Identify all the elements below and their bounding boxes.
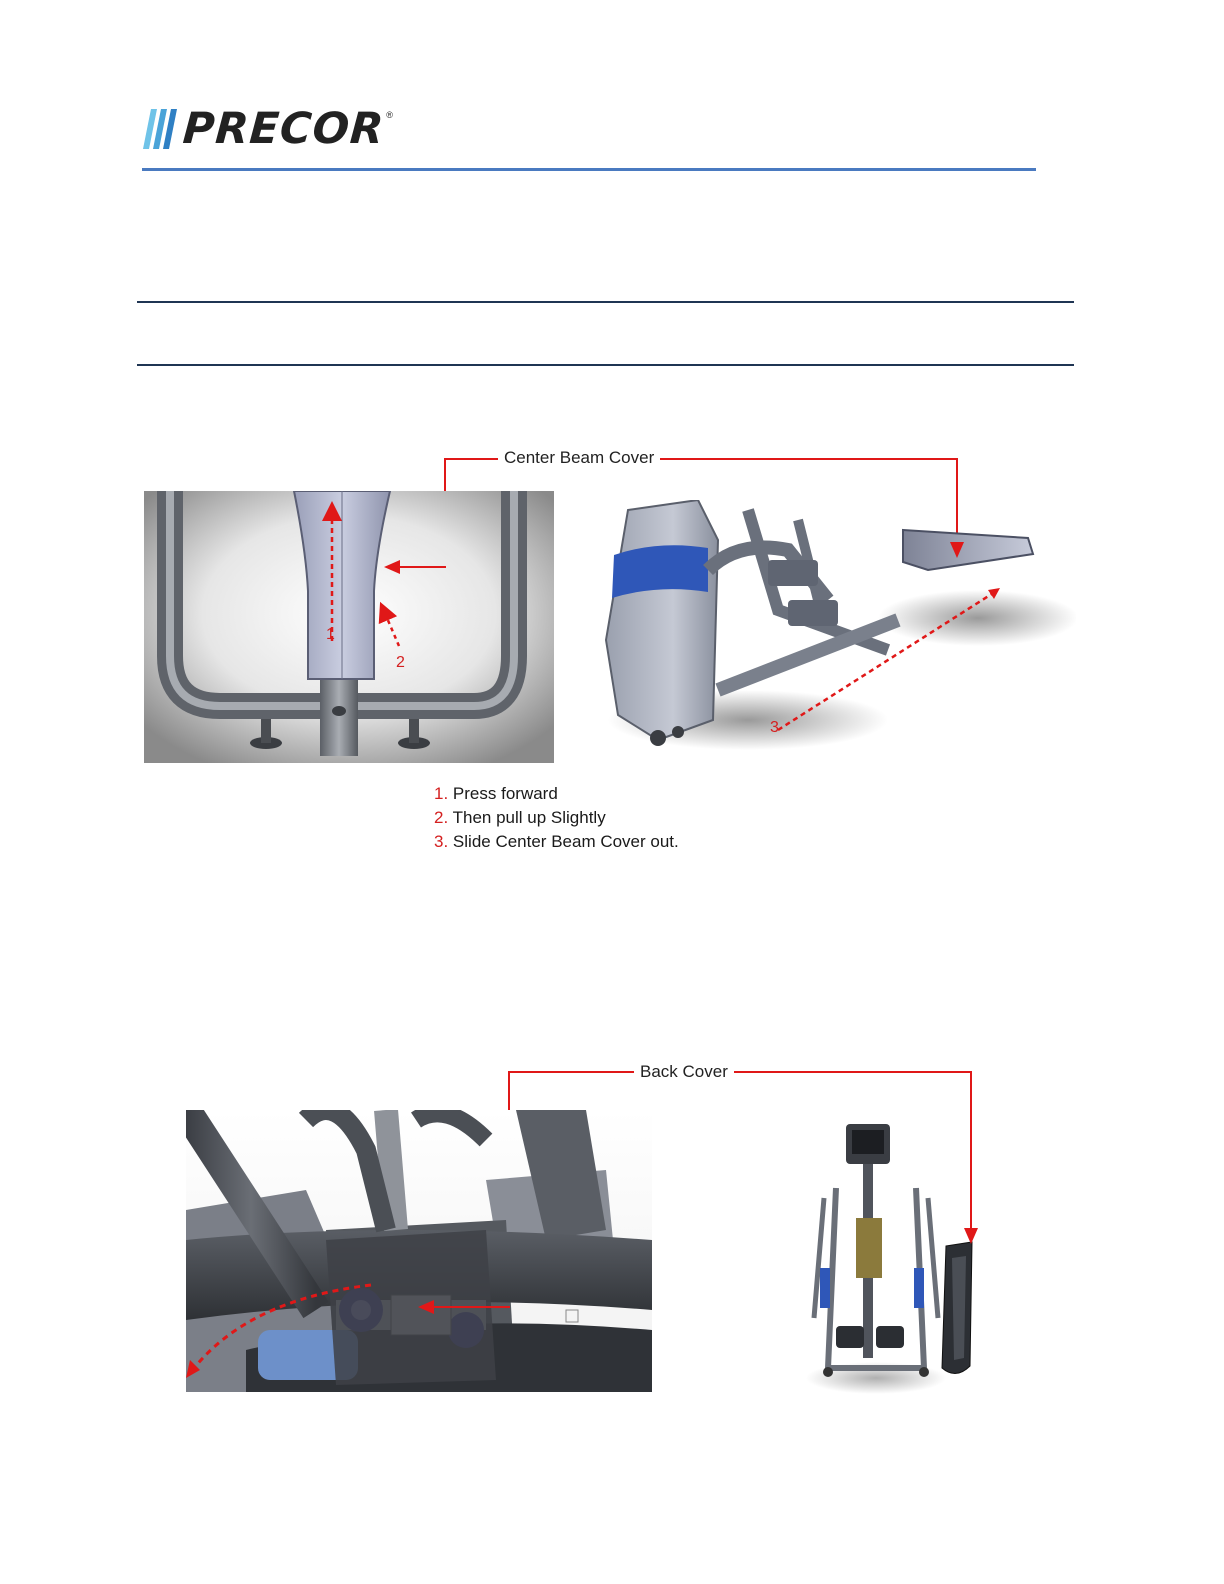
callout-arrowhead-left-icon-2 bbox=[418, 1300, 434, 1314]
section-divider-bottom bbox=[137, 364, 1074, 366]
step-item: 2. Then pull up Slightly bbox=[434, 808, 606, 827]
step-item: 3. Slide Center Beam Cover out. bbox=[434, 832, 679, 851]
callout-arrowhead-left-icon bbox=[384, 560, 400, 574]
back-cover-closeup-image bbox=[186, 1110, 652, 1392]
logo-stripes-icon bbox=[143, 109, 181, 149]
callout-pointer-left-2 bbox=[432, 1306, 510, 1308]
callout-pointer-left bbox=[398, 566, 446, 568]
brand-name: PRECOR bbox=[181, 104, 386, 154]
callout-arrowhead-right-icon-2 bbox=[964, 1228, 978, 1244]
callout-arrowhead-right-icon bbox=[950, 542, 964, 558]
arrow-label-2: 2 bbox=[396, 654, 405, 671]
header-divider bbox=[142, 168, 1036, 171]
arrow-label-3: 3 bbox=[770, 719, 779, 736]
step-item: 1. Press forward bbox=[434, 784, 558, 803]
registered-mark: ® bbox=[386, 110, 393, 120]
precor-logo bbox=[143, 104, 393, 154]
back-cover-removed-image bbox=[806, 1118, 1006, 1400]
center-beam-top-view-image bbox=[144, 491, 554, 763]
removal-steps-list bbox=[434, 782, 679, 854]
center-beam-cover-label: Center Beam Cover bbox=[498, 448, 660, 468]
center-beam-cover-removal-image bbox=[598, 500, 1076, 762]
callout-line-top-2 bbox=[508, 1071, 972, 1073]
section-divider-top bbox=[137, 301, 1074, 303]
arrow-label-1: 1 bbox=[326, 626, 335, 643]
back-cover-label: Back Cover bbox=[634, 1062, 734, 1082]
